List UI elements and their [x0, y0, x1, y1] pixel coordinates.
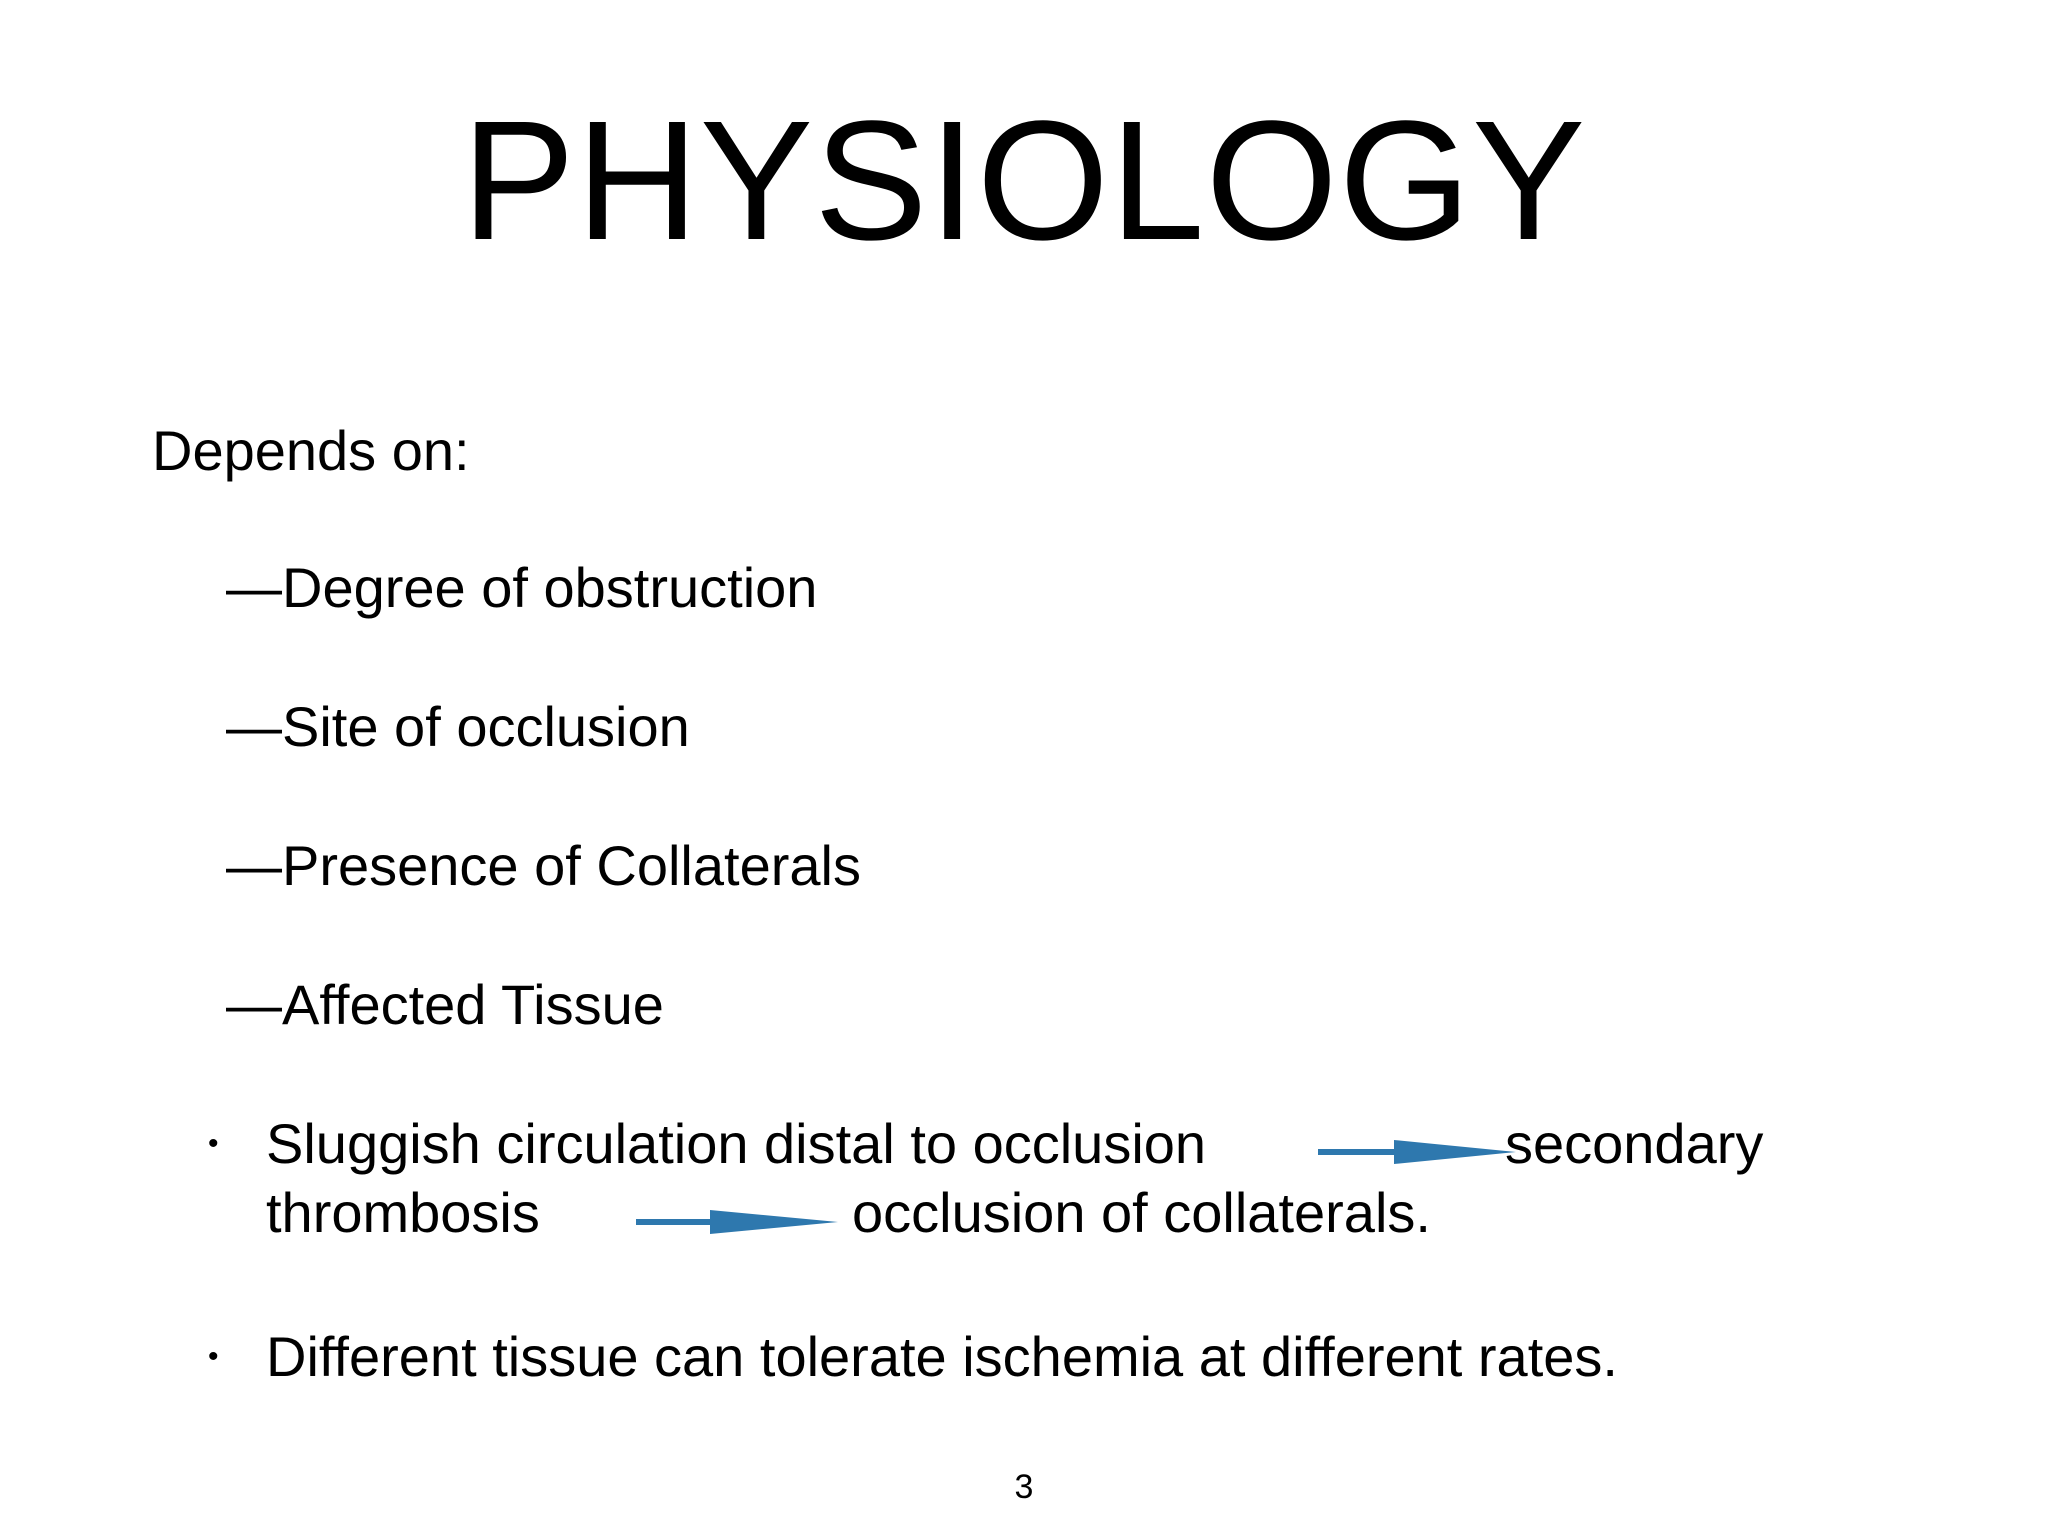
arrow-right-icon — [636, 1206, 838, 1246]
bullet-marker: • — [208, 1127, 219, 1160]
factor-item: —Affected Tissue — [226, 973, 664, 1036]
bullet-1-line-2-end: occlusion of collaterals. — [852, 1181, 1431, 1244]
factor-item: —Presence of Collaterals — [226, 834, 861, 897]
bullet-1-line-1-start: Sluggish circulation distal to occlusion — [266, 1112, 1207, 1175]
factor-item: —Degree of obstruction — [226, 556, 818, 619]
bullet-marker: • — [208, 1340, 219, 1373]
arrow-right-icon — [1318, 1136, 1516, 1176]
page-number: 3 — [1014, 1468, 1034, 1506]
bullet-2-text: Different tissue can tolerate ischemia at different rates. — [266, 1325, 1618, 1388]
factor-item: —Site of occlusion — [226, 695, 690, 758]
slide-title: PHYSIOLOGY — [461, 86, 1587, 276]
lead-text: Depends on: — [152, 419, 470, 482]
bullet-1-line-1-end: secondary — [1505, 1112, 1764, 1175]
bullet-1-line-2-start: thrombosis — [266, 1181, 540, 1244]
